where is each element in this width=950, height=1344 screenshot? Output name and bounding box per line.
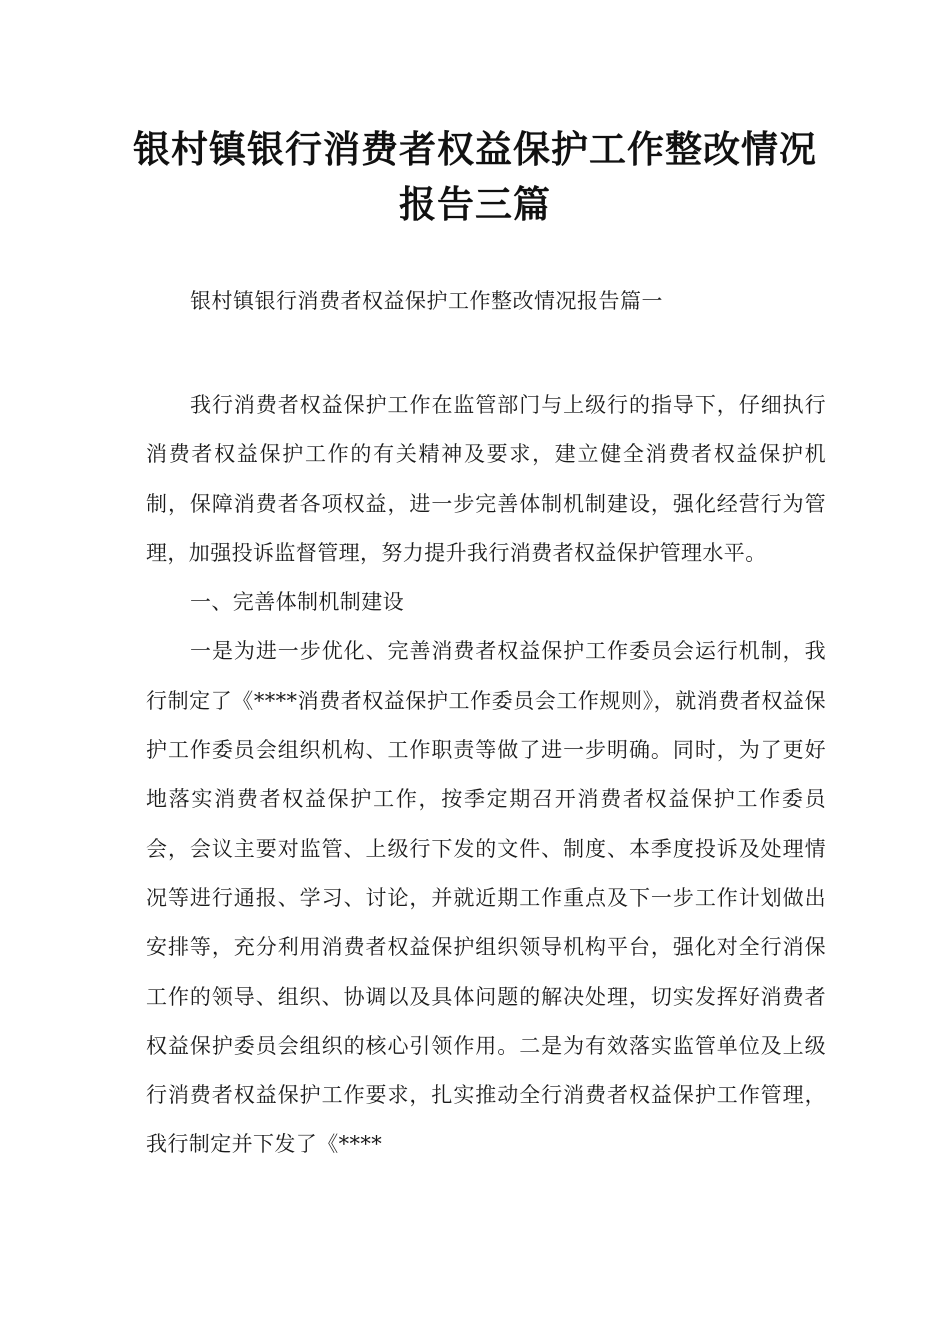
body-paragraph-section-one: 一是为进一步优化、完善消费者权益保护工作委员会运行机制，我行制定了《****消费者权益保护工作委员会工作规则》，就消费者权益保护工作委员会组织机构、工作职责等做了进一步明确。同时，为了更好地落实消费者权益保护工作，按季定期召开消费者权益保护工作委员会，会议主要对监管、上级行下发的文件、制度、本季度投诉及处理情况等进行通报、学习、讨论，并就近期工作重点及下一步工作计划做出安排等，充分利用消费者权益保护组织领导机构平台，强化对全行消保工作的领导、组织、协调以及具体问题的解决处理，切实发挥好消费者权益保护委员会组织的核心引领作用。二是为有效落实监管单位及上级行消费者权益保护工作要求，扎实推动全行消费者权益保护工作管理，我行制定并下发了《**** [146, 639, 826, 1157]
body-paragraph-intro: 我行消费者权益保护工作在监管部门与上级行的指导下，仔细执行消费者权益保护工作的有关精神及要求，建立健全消费者权益保护机制，保障消费者各项权益，进一步完善体制机制建设，强化经营行为管理，加强投诉监督管理，努力提升我行消费者权益保护管理水平。 [146, 393, 826, 565]
document-body [146, 381, 826, 1170]
document-title: 银村镇银行消费者权益保护工作整改情况报告三篇 [133, 128, 817, 226]
document-subtitle: 银村镇银行消费者权益保护工作整改情况报告篇一 [190, 289, 663, 313]
section-heading: 一、完善体制机制建设 [190, 590, 404, 615]
